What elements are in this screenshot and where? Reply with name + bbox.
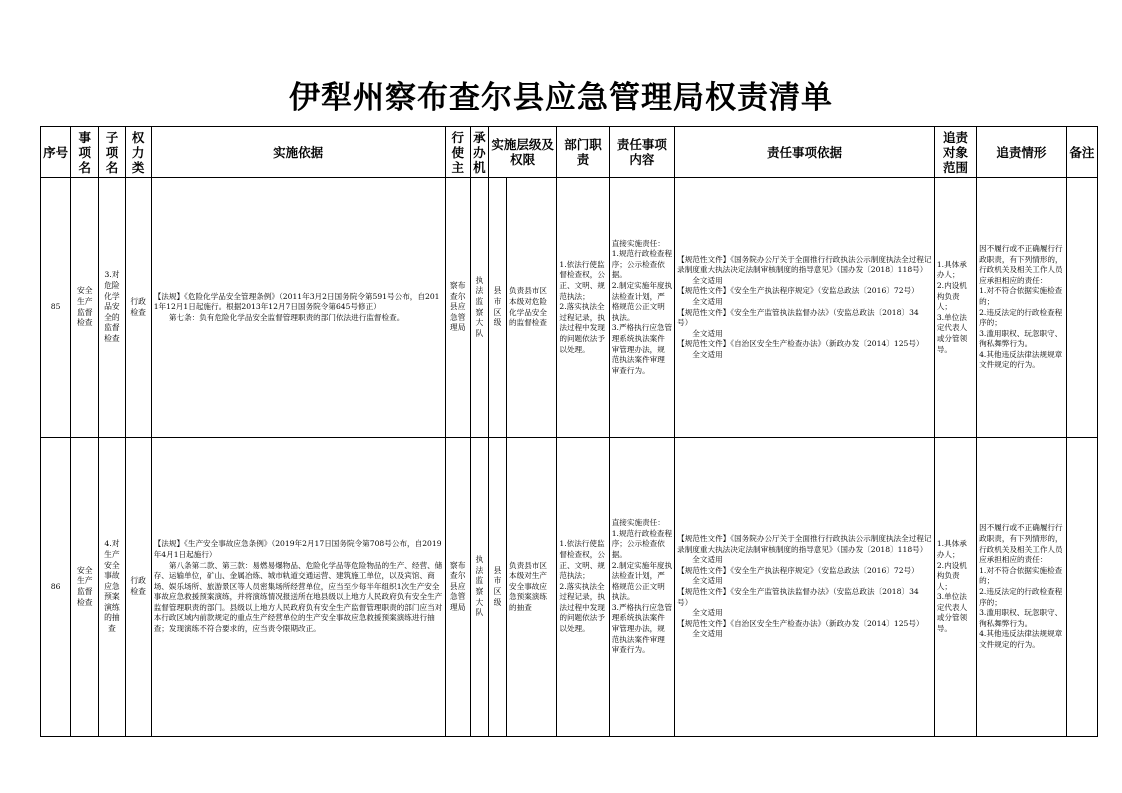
- row-undertaker: 执法监察大队: [470, 178, 488, 438]
- header-level: 实施层级及权限: [488, 127, 556, 178]
- header-power-type: 权力类: [125, 127, 151, 178]
- row-remarks: [1066, 438, 1097, 737]
- row-level-scope: 县市区级: [488, 438, 506, 737]
- duty-list-table: [40, 126, 1098, 737]
- header-executor: 行使主: [445, 127, 470, 178]
- row-power-type: 行政检查: [125, 178, 151, 438]
- row-undertaker: 执法监察大队: [470, 438, 488, 737]
- row-accountable-case: 因不履行或不正确履行行政职责，有下列情形的，行政机关及相关工作人员应承担相应的责任： 1.对不符合依据实施检查的； 2.违反法定的行政检查程序的； 3.滥用职权、玩忽职守、徇私舞弊行为。 4.其他违反法律法规规章文件规定的行为。: [977, 178, 1067, 438]
- row-item-name: 安全生产监督检查: [71, 438, 99, 737]
- header-dept-duty: 部门职责: [557, 127, 609, 178]
- header-basis: 实施依据: [151, 127, 445, 178]
- header-seq: 序号: [41, 127, 71, 178]
- row-level-desc: 负责县市区本级对生产安全事故应急预案演练的抽查: [507, 438, 557, 737]
- row-basis: 【法规】《危险化学品安全管理条例》（2011年3月2日国务院令第591号公布，自2011年12月1日起施行。根据2013年12月7日国务院令第645号修正） 第七条：负有危险化学品安全监督管理职责的部门依法进行监督检查。: [151, 178, 445, 438]
- header-item-name: 事项名: [71, 127, 99, 178]
- header-remarks: 备注: [1066, 127, 1097, 178]
- row-executor: 察布查尔县应急管理局: [445, 178, 470, 438]
- row-level-scope: 县市区级: [488, 178, 506, 438]
- header-sub-item-name: 子项名: [99, 127, 125, 178]
- header-accountable-scope: 追责对象范围: [934, 127, 976, 178]
- row-executor: 察布查尔县应急管理局: [445, 438, 470, 737]
- row-seq: 86: [41, 438, 71, 737]
- table-header-row: [41, 127, 1098, 178]
- row-item-name: 安全生产监督检查: [71, 178, 99, 438]
- table-row: [41, 178, 1098, 438]
- row-dept-duty: 1.依法行使监督检查权，公正、文明、规范执法； 2.落实执法全过程记录，执法过程中发现的问题依法予以处理。: [557, 178, 609, 438]
- row-dept-duty: 1.依法行使监督检查权，公正、文明、规范执法； 2.落实执法全过程记录，执法过程中发现的问题依法予以处理。: [557, 438, 609, 737]
- row-sub-item-name: 4.对生产安全事故应急预案演练的抽查: [99, 438, 125, 737]
- row-sub-item-name: 3.对危险化学品安全的监督检查: [99, 178, 125, 438]
- row-accountable-case: 因不履行或不正确履行行政职责，有下列情形的，行政机关及相关工作人员应承担相应的责任： 1.对不符合依据实施检查的； 2.违反法定的行政检查程序的； 3.滥用职权、玩忽职守、徇私舞弊行为。 4.其他违反法律法规规章文件规定的行为。: [977, 438, 1067, 737]
- header-accountable-case: 追责情形: [977, 127, 1067, 178]
- row-accountable-scope: 1.具体承办人； 2.内设机构负责人； 3.单位法定代表人或分管领导。: [934, 438, 976, 737]
- header-resp-basis: 责任事项依据: [675, 127, 935, 178]
- table-row: [41, 438, 1098, 737]
- row-accountable-scope: 1.具体承办人； 2.内设机构负责人； 3.单位法定代表人或分管领导。: [934, 178, 976, 438]
- row-level-desc: 负责县市区本级对危险化学品安全的监督检查: [507, 178, 557, 438]
- page-title: 伊犁州察布查尔县应急管理局权责清单: [289, 80, 833, 116]
- row-basis: 【法规】《生产安全事故应急条例》（2019年2月17日国务院令第708号公布，自2019年4月1日起施行） 第八条第二款、第三款：易燃易爆物品、危险化学品等危险物品的生产、经营、储存、运输单位，矿山、金属冶炼、城市轨道交通运营、建筑施工单位，以及宾馆、商场、娱乐场所、旅游景区等人员密集场所经营单位，应当至少每半年组织1次生产安全事故应急救援预案演练，并将演练情况报送所在地县级以上地方人民政府负有安全生产监督管理职责的部门。县级以上地方人民政府负有安全生产监督管理职责的部门应当对本行政区域内前款规定的重点生产经营单位的生产安全事故应急救援预案演练进行抽查；发现演练不符合要求的，应当责令限期改正。: [151, 438, 445, 737]
- row-resp-content: 直接实施责任： 1.规范行政检查程序；公示检查依据。 2.制定实施年度执法检查计划，严格规范公正文明执法。 3.严格执行应急管理系统执法案件审管理办法，规范执法案件审理审查行为。: [609, 438, 674, 737]
- row-seq: 85: [41, 178, 71, 438]
- row-power-type: 行政检查: [125, 438, 151, 737]
- row-resp-basis: 【规范性文件】《国务院办公厅关于全面推行行政执法公示制度执法全过程记录制度重大执法决定法制审核制度的指导意见》（国办发〔2018〕118号） 全文适用 【规范性文件】《安全生产执法程序规定》（安监总政法〔2016〕72号） 全文适用 【规范性文件】《安全生产监管执法监督办法》（安监总政法〔2018〕34号） 全文适用 【规范性文件】《自治区安全生产检查办法》（新政办发〔2014〕125号） 全文适用: [675, 438, 935, 737]
- row-remarks: [1066, 178, 1097, 438]
- header-resp-content: 责任事项内容: [609, 127, 674, 178]
- header-undertaker: 承办机: [470, 127, 488, 178]
- row-resp-content: 直接实施责任： 1.规范行政检查程序；公示检查依据。 2.制定实施年度执法检查计划，严格规范公正文明执法。 3.严格执行应急管理系统执法案件审管理办法，规范执法案件审理审查行为。: [609, 178, 674, 438]
- row-resp-basis: 【规范性文件】《国务院办公厅关于全面推行行政执法公示制度执法全过程记录制度重大执法决定法制审核制度的指导意见》（国办发〔2018〕118号） 全文适用 【规范性文件】《安全生产执法程序规定》（安监总政法〔2016〕72号） 全文适用 【规范性文件】《安全生产监管执法监督办法》（安监总政法〔2018〕34号） 全文适用 【规范性文件】《自治区安全生产检查办法》（新政办发〔2014〕125号） 全文适用: [675, 178, 935, 438]
